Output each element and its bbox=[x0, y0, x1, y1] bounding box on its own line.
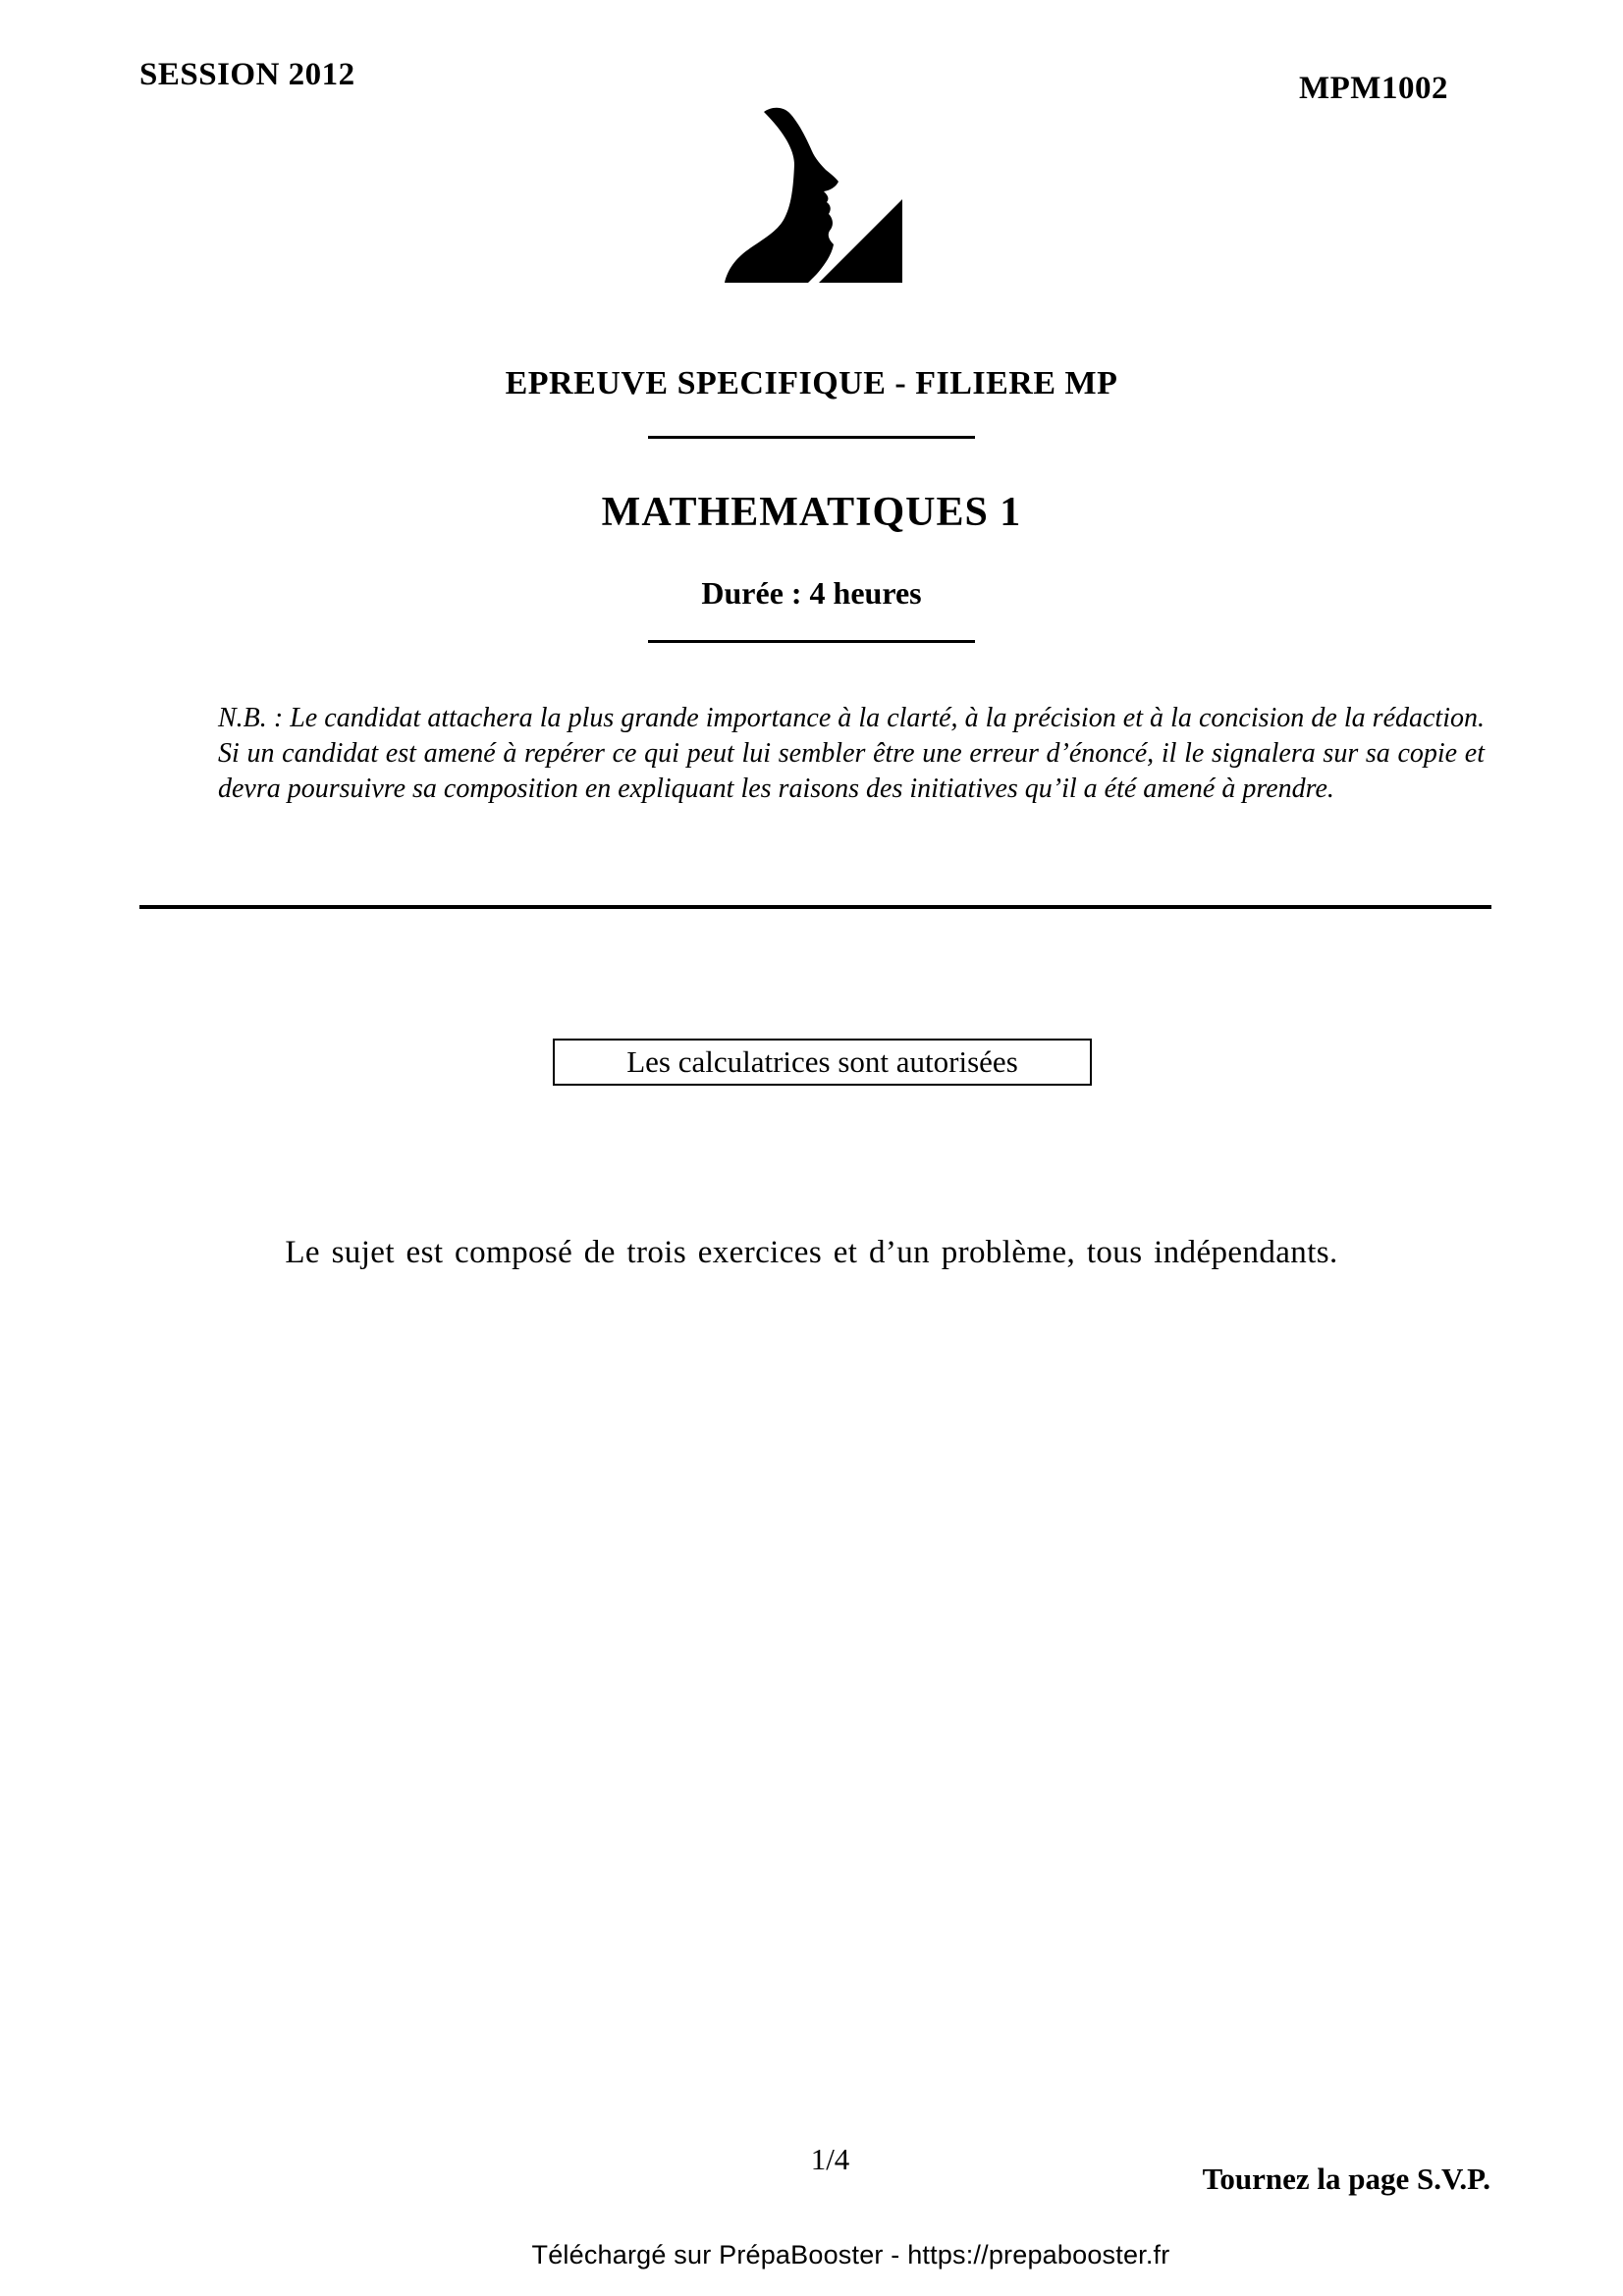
nb-notice-paragraph: N.B. : Le candidat attachera la plus grande importance à la clarté, à la précision et à la concision de la rédaction. Si un candidat est amené à repérer ce qui peut lui sembler être une erreur d’énoncé, il le signalera sur sa copie et devra poursuivre sa composition en expliquant les raisons des initiatives qu’il a été amené à prendre. bbox=[218, 703, 1485, 804]
session-label: SESSION 2012 bbox=[139, 57, 355, 92]
ccp-logo-icon bbox=[713, 104, 909, 287]
duration-label: Durée : 4 heures bbox=[701, 575, 922, 611]
heading-rule-bottom bbox=[648, 640, 975, 643]
epreuve-heading: EPREUVE SPECIFIQUE - FILIERE MP bbox=[505, 365, 1118, 401]
subject-code: MPM1002 bbox=[1299, 71, 1448, 106]
section-divider-line bbox=[139, 905, 1491, 909]
subject-title: MATHEMATIQUES 1 bbox=[601, 490, 1022, 535]
turn-page-note: Tournez la page S.V.P. bbox=[1202, 2162, 1490, 2196]
composition-statement: Le sujet est composé de trois exercices et d’un problème, tous indépendants. bbox=[285, 1235, 1338, 1270]
calculators-allowed-box: Les calculatrices sont autorisées bbox=[553, 1039, 1092, 1086]
page-number: 1/4 bbox=[810, 2142, 850, 2176]
download-source-footer: Téléchargé sur PrépaBooster - https://prepabooster.fr bbox=[531, 2240, 1170, 2269]
heading-rule-top bbox=[648, 436, 975, 439]
